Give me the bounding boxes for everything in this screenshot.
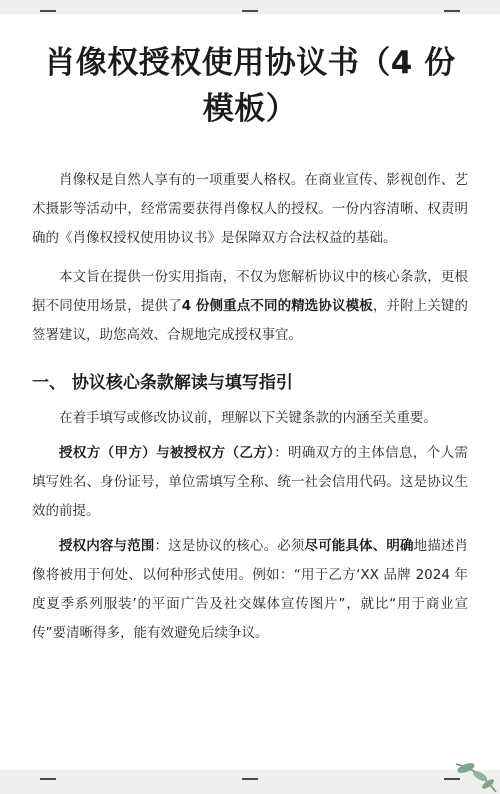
intro-p2-start: 本文旨在提供一份实用指南，不仅为您解析协议中的核心条款，更根据不同使用场景，提供了 — [32, 269, 468, 314]
clause-scope-label: 授权内容与范围 — [59, 538, 155, 554]
bottom-ticks — [0, 778, 500, 782]
clause-scope-emphasis: 尽可能具体、明确 — [304, 538, 414, 554]
section-heading: 一、 协议核心条款解读与填写指引 — [32, 373, 293, 393]
leaf-decoration-icon — [436, 746, 500, 794]
clause-scope-text-b: 地描述肖像将被用于何处、以何种形式使用。例如：“用于乙方‘XX 品牌 2024 年度夏季系列服装’的平面广告及社交媒体宣传图片”，就比“用于商业宣传”要清晰得多，能有效避免后续争议。 — [32, 538, 469, 641]
clause-parties-text: ：明确双方的主体信息，个人需填写姓名、身份证号，单位需填写全称、统一社会信用代码。这是协议生效的前提。 — [32, 445, 469, 519]
document-content — [32, 40, 468, 648]
clause-scope-text-a: ：这是协议的核心。必须 — [154, 538, 305, 554]
intro-p2-emphasis: 4 份侧重点不同的精选协议模板 — [181, 298, 373, 314]
intro-paragraph-2 — [32, 263, 468, 350]
intro-paragraph-1: 肖像权是自然人享有的一项重要人格权。在商业宣传、影视创作、艺术摄影等活动中，经常需要获得肖像权人的授权。一份内容清晰、权责明确的《肖像权授权使用协议书》是保障双方合法权益的基础。 — [32, 172, 468, 246]
section-lead: 在着手填写或修改协议前，理解以下关键条款的内涵至关重要。 — [59, 410, 437, 426]
clause-parties-label: 授权方（甲方）与被授权方（乙方） — [59, 445, 275, 461]
clause-scope — [32, 532, 468, 648]
top-ticks — [0, 10, 500, 14]
bottom-edge — [0, 770, 500, 794]
intro-p2-end: ，并附上关键的签署建议，助您高效、合规地完成授权事宜。 — [32, 298, 469, 343]
page-title: 肖像权授权使用协议书（4 份模板） — [44, 45, 456, 127]
clause-parties — [32, 439, 468, 526]
